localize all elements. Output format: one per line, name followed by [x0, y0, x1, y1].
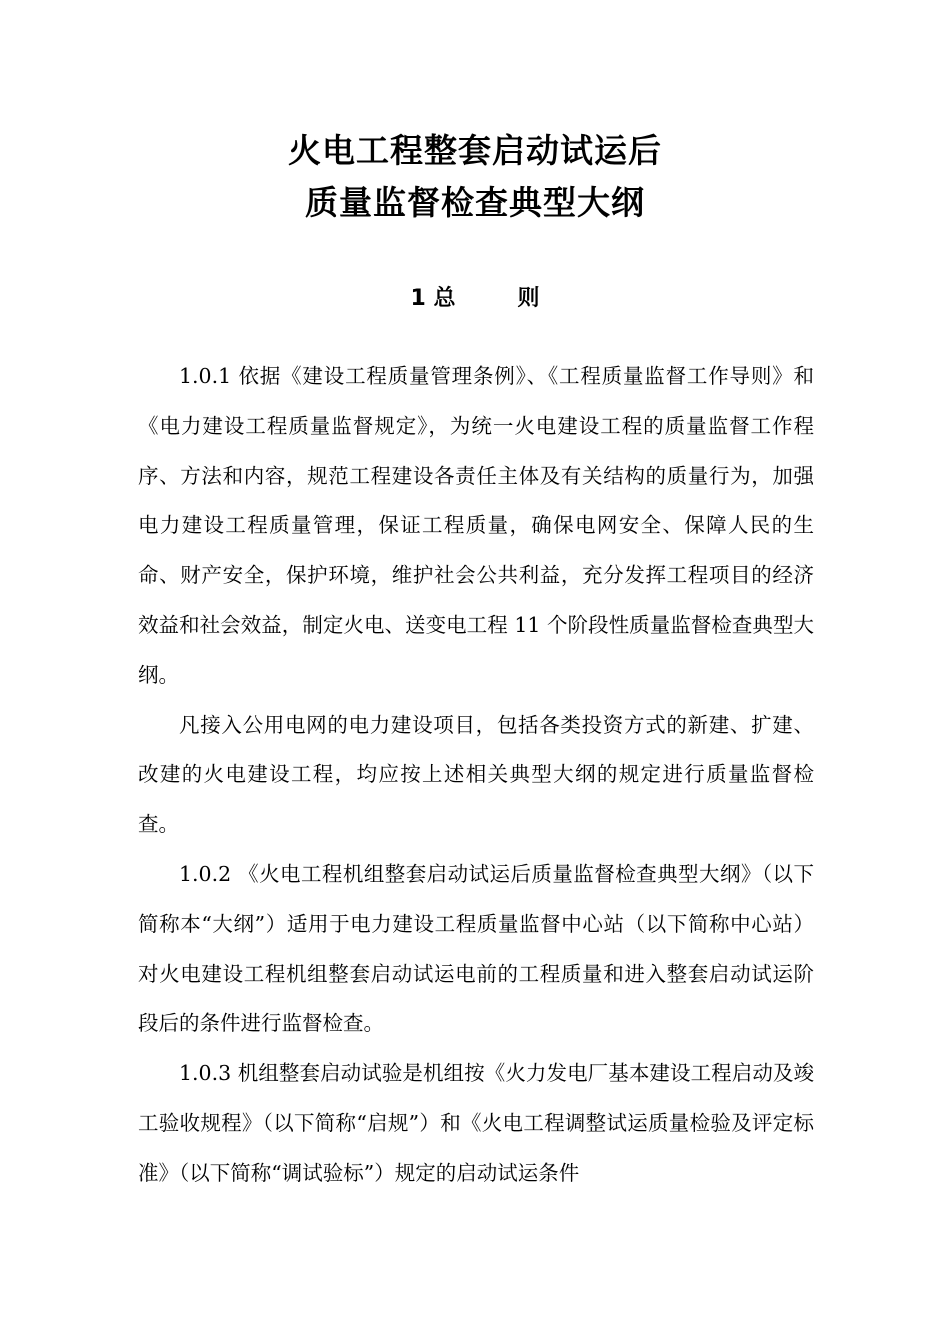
document-title-line-2: 质量监督检查典型大纲	[305, 183, 645, 222]
section-number: 1	[410, 286, 426, 311]
paragraph-scope: 凡接入公用电网的电力建设项目，包括各类投资方式的新建、扩建、改建的火电建设工程，均应按上述相关典型大纲的规定进行质量监督检查。	[138, 712, 814, 837]
paragraph-1-0-2: 1.0.2 《火电工程机组整套启动试运后质量监督检查典型大纲》（以下简称本“大纲”）适用于电力建设工程质量监督中心站（以下简称中心站）对火电建设工程机组整套启动试运电前的工程质量和进入整套启动试运阶段后的条件进行监督检查。	[138, 861, 814, 1036]
document-title-line-1: 火电工程整套启动试运后	[288, 131, 662, 170]
section-title-part-2: 则	[517, 286, 540, 311]
document-body	[138, 352, 814, 1199]
section-heading	[0, 284, 950, 314]
paragraph-1-0-1: 1.0.1 依据《建设工程质量管理条例》、《工程质量监督工作导则》和《电力建设工程质量监督规定》，为统一火电建设工程的质量监督工作程序、方法和内容，规范工程建设各责任主体及有关结构的质量行为，加强电力建设工程质量管理，保证工程质量，确保电网安全、保障人民的生命、财产安全，保护环境，维护社会公共利益，充分发挥工程项目的经济效益和社会效益，制定火电、送变电工程 11 个阶段性质量监督检查典型大纲。	[138, 364, 814, 687]
paragraph-1-0-3: 1.0.3 机组整套启动试验是机组按《火力发电厂基本建设工程启动及竣工验收规程》（以下简称“启规”）和《火电工程调整试运质量检验及评定标准》（以下简称“调试验标”）规定的启动试运条件	[138, 1061, 814, 1185]
section-title-part-1: 总	[433, 286, 456, 311]
